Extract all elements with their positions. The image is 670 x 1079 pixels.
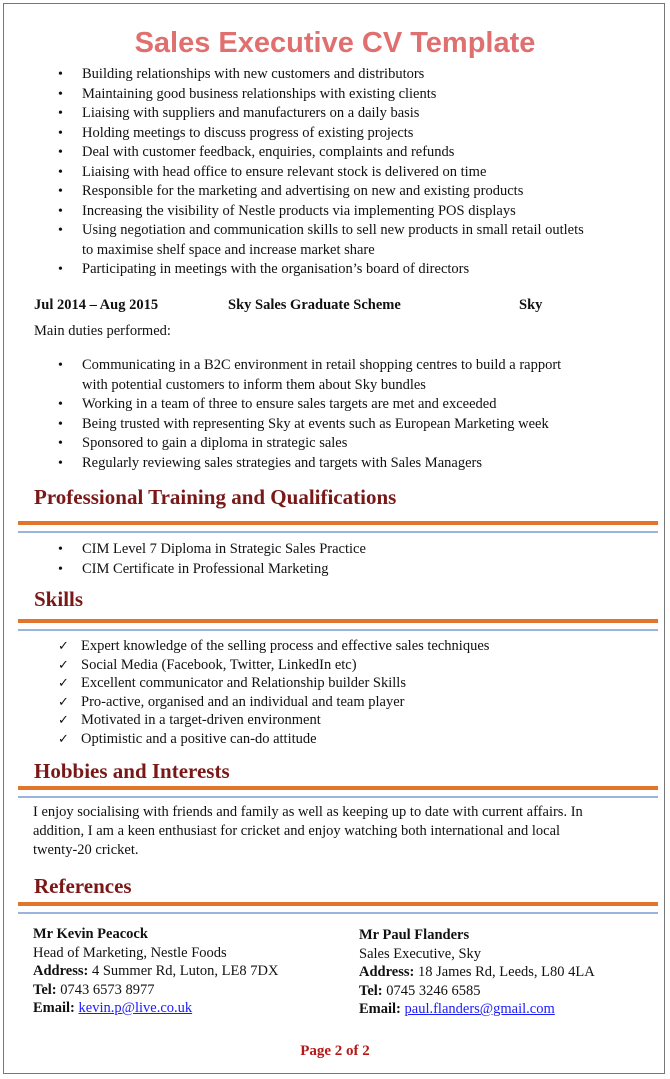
section-divider: [18, 786, 658, 790]
list-item: • Liaising with head office to ensure relevant stock is delivered on time: [34, 163, 634, 183]
list-item: • CIM Level 7 Diploma in Strategic Sales Practice: [34, 540, 634, 560]
reference-name: Mr Paul Flanders: [359, 927, 470, 943]
document-title: Sales Executive CV Template: [134, 27, 536, 59]
reference-tel: 0743 6573 8977: [60, 981, 155, 998]
list-item: ✓ Excellent communicator and Relationship builder Skills: [58, 675, 406, 691]
list-item: • Communicating in a B2C environment in retail shopping centres to build a rapport with potential customers to inform them about Sky bundles: [34, 356, 634, 395]
list-item: • Maintaining good business relationships with existing clients: [34, 85, 634, 105]
job-dates: Jul 2014 – Aug 2015: [34, 297, 159, 313]
reference-email-link[interactable]: paul.flanders@gmail.com: [404, 1001, 555, 1017]
list-item: ✓ Expert knowledge of the selling process and effective sales techniques: [58, 638, 490, 654]
reference-position: Sales Executive, Sky: [359, 945, 482, 962]
duties-intro: Main duties performed:: [34, 323, 171, 339]
list-item: • Increasing the visibility of Nestle products via implementing POS displays: [34, 202, 634, 222]
list-item: • CIM Certificate in Professional Marketing: [34, 560, 634, 580]
list-item: • Building relationships with new customers and distributors: [34, 65, 634, 85]
list-item: • Regularly reviewing sales strategies and targets with Sales Managers: [34, 454, 634, 474]
list-item: • Holding meetings to discuss progress of existing projects: [34, 124, 634, 144]
section-divider: [18, 521, 658, 525]
check-icon: ✓: [58, 693, 69, 709]
check-icon: ✓: [58, 656, 69, 672]
section-divider-blue: [18, 796, 658, 798]
list-item: ✓ Motivated in a target-driven environment: [58, 712, 321, 728]
reference-position: Head of Marketing, Nestle Foods: [33, 944, 227, 961]
reference-2: Mr Paul Flanders Sales Executive, Sky Address: 18 James Rd, Leeds, L80 4LA Tel: 0745 3246 6585 Email: paul.flanders@gmail.com: [359, 926, 649, 1019]
check-icon: ✓: [58, 730, 69, 746]
skills-heading: Skills: [34, 587, 84, 611]
hobbies-text: I enjoy socialising with friends and family as well as keeping up to date with current affairs. In addition, I am a keen enthusiast for cricket and enjoy watching both international and local twenty-20 cricket.: [33, 804, 583, 858]
list-item: ✓ Pro-active, organised and an individual and team player: [58, 693, 405, 710]
reference-address: 4 Summer Rd, Luton, LE8 7DX: [91, 963, 279, 979]
reference-tel: 0745 3246 6585: [386, 982, 481, 999]
list-item: ✓ Social Media (Facebook, Twitter, LinkedIn etc): [58, 656, 357, 673]
skills-list: [55, 637, 645, 748]
list-item: • Deal with customer feedback, enquiries, complaints and refunds: [34, 143, 634, 163]
list-item: ✓ Optimistic and a positive can-do attitude: [58, 730, 317, 747]
section-divider: [18, 902, 658, 906]
reference-name: Mr Kevin Peacock: [33, 926, 148, 942]
training-list: [34, 540, 634, 579]
hobbies-heading: Hobbies and Interests: [34, 759, 230, 783]
training-heading: Professional Training and Qualifications: [34, 485, 397, 509]
references-heading: References: [34, 874, 132, 898]
reference-1: Mr Kevin Peacock Head of Marketing, Nestle Foods Address: 4 Summer Rd, Luton, LE8 7DX Tel: 0743 6573 8977 Email: kevin.p@live.co.uk: [33, 925, 343, 1018]
reference-email-link[interactable]: kevin.p@live.co.uk: [78, 1000, 193, 1016]
section-divider-blue: [18, 912, 658, 914]
job-header: [34, 297, 654, 317]
check-icon: ✓: [58, 638, 69, 653]
list-item: • Using negotiation and communication skills to sell new products in small retail outlets to maximise shelf space and increase market share: [34, 221, 634, 260]
list-item: • Responsible for the marketing and advertising on new and existing products: [34, 182, 634, 202]
job-role: Sky Sales Graduate Scheme: [228, 297, 401, 313]
top-duties-list: [34, 65, 634, 280]
section-divider: [18, 619, 658, 623]
job-duties-list: [34, 356, 634, 473]
list-item: • Being trusted with representing Sky at events such as European Marketing week: [34, 415, 634, 435]
list-item: • Sponsored to gain a diploma in strategic sales: [34, 434, 634, 454]
reference-address: 18 James Rd, Leeds, L80 4LA: [417, 964, 595, 980]
section-divider-blue: [18, 629, 658, 631]
list-item: • Liaising with suppliers and manufacturers on a daily basis: [34, 104, 634, 124]
list-item: • Working in a team of three to ensure sales targets are met and exceeded: [34, 395, 634, 415]
list-item: • Participating in meetings with the organisation’s board of directors: [34, 260, 634, 280]
check-icon: ✓: [58, 675, 69, 690]
page-number: Page 2 of 2: [300, 1043, 370, 1059]
section-divider-blue: [18, 531, 658, 533]
check-icon: ✓: [58, 712, 69, 727]
job-company: Sky: [519, 297, 543, 313]
